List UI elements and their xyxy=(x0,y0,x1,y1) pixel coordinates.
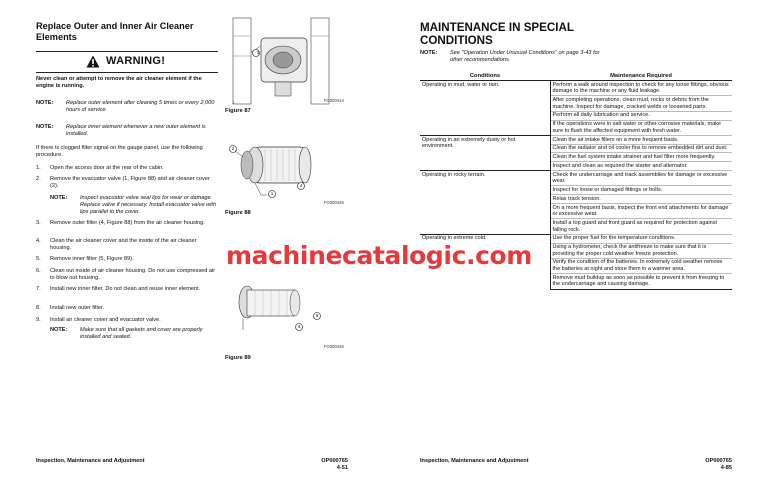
step-text: Open the access door at the rear of the cabin. xyxy=(50,165,164,171)
figure-id: FG000414 xyxy=(324,98,344,103)
step-text: Install new inner filter. Do not clean and reuse inner element. xyxy=(50,286,201,292)
table-row xyxy=(420,171,732,186)
table-row xyxy=(420,135,732,144)
warning-icon xyxy=(86,55,100,68)
section-title: Replace Outer and Inner Air Cleaner Elements xyxy=(36,21,194,42)
requirement-cell: Install a top guard and front guard as required for protection against falling rock. xyxy=(550,219,732,234)
step-number: 3. xyxy=(36,220,41,226)
intro-text: If there is clogged filter signal on the gauge panel, use the following procedure. xyxy=(36,145,203,158)
figure-87-illustration: ⊥ xyxy=(225,16,335,111)
column-header: Conditions xyxy=(420,72,550,81)
step-text: Remove inner filter (5, Figure 89). xyxy=(50,256,134,262)
note-label: NOTE: xyxy=(50,195,68,201)
step-number: 9. xyxy=(36,317,41,323)
footer-section: Inspection, Maintenance and Adjustment xyxy=(36,458,145,464)
step-text: Clean the air cleaner cover and the inside of the air cleaner housing. xyxy=(50,238,197,251)
condition-cell: Operating in rocky terrain. xyxy=(420,171,550,235)
callout-number: 3 xyxy=(256,50,260,55)
footer-code: OP000765 xyxy=(705,458,732,464)
requirement-cell: Use the proper fuel for the temperature conditions. xyxy=(550,234,732,243)
footer-code: OP000765 xyxy=(321,458,348,464)
figure-caption: Figure 87 xyxy=(225,108,251,114)
warning-label: WARNING! xyxy=(106,55,166,67)
warning-text: Never clean or attempt to remove the air cleaner element if the engine is running. xyxy=(36,76,202,89)
footer-page-number: 4-51 xyxy=(336,465,348,471)
condition-cell: Operating in mud, water or rain. xyxy=(420,81,550,136)
condition-cell: Operating in extreme cold. xyxy=(420,234,550,289)
requirement-cell: Perform all daily lubrication and service. xyxy=(550,111,732,120)
figure-id: FG000425 xyxy=(324,200,344,205)
figure-caption: Figure 89 xyxy=(225,355,251,361)
figure-caption: Figure 88 xyxy=(225,210,251,216)
step-text: Install air cleaner cover and evacuator valve. xyxy=(50,317,161,323)
step-number: 1. xyxy=(36,165,41,171)
note-text: Replace outer element after cleaning 5 times or every 2,000 hours of service. xyxy=(66,100,215,113)
watermark-text: machinecatalogic.com xyxy=(226,241,532,270)
footer-page-number: 4-85 xyxy=(720,465,732,471)
requirement-cell: Using a hydrometer, check the antifreeze to make sure that it is providing the proper cold weather freeze protection. xyxy=(550,243,732,258)
requirement-cell: Inspect and clean as required the starter and alternator. xyxy=(550,162,732,171)
footer-section: Inspection, Maintenance and Adjustment xyxy=(420,458,529,464)
callout-number: 5 xyxy=(315,313,319,318)
step-number: 8. xyxy=(36,305,41,311)
note-text: Make sure that all gaskets and cover are properly installed and seated. xyxy=(80,327,203,340)
table-header-row xyxy=(420,72,732,81)
step-number: 4. xyxy=(36,238,41,244)
step-text: Remove outer filter (4, Figure 88) from the air cleaner housing. xyxy=(50,220,205,226)
requirement-cell: On a more frequent basis, inspect the front end attachments for damage or excessive wear. xyxy=(550,203,732,218)
column-header: Maintenance Required xyxy=(550,72,732,81)
requirement-cell: Remove mud buildup as soon as possible to prevent it from freezing to the undercarriage and causing damage. xyxy=(550,274,732,289)
figure-88-illustration xyxy=(225,137,335,207)
step-number: 6. xyxy=(36,268,41,274)
note-text: Inspect evacuator valve seal lips for wear or damage. Replace valve if necessary. Install evacuator valve with lips parallel to the cover. xyxy=(80,195,217,215)
step-number: 2. xyxy=(36,176,41,182)
step-number: 5. xyxy=(36,256,41,262)
requirement-cell: After completing operations, clean mud, rocks or debris from the machine. Inspect for damage, cracked welds or loosened parts. xyxy=(550,96,732,111)
figure-id: FG000426 xyxy=(324,344,344,349)
step-text: Clean out inside of air cleaner housing. Do not use compressed air to blow out housing. xyxy=(50,268,216,281)
callout-number: 2 xyxy=(231,146,235,151)
table-row xyxy=(420,81,732,96)
requirement-cell: Clean the air intake filters on a more frequent basis. xyxy=(550,135,732,144)
note-text: See "Operation Under Unusual Conditions" on page 3-43 for other recommendations. xyxy=(450,50,600,63)
callout-number: 4 xyxy=(299,183,303,188)
requirement-cell: Verify the condition of the batteries. In extremely cold weather remove the batteries at night and store them in a warmer area. xyxy=(550,258,732,273)
step-text: Install new outer filter. xyxy=(50,305,105,311)
requirement-cell: Clean the fuel system intake strainer and fuel filter more frequently. xyxy=(550,153,732,162)
requirement-cell: Perform a walk around inspection to check for any loose fittings, obvious damage to the machine or any fluid leakage. xyxy=(550,81,732,96)
note-text: Replace inner element whenever a new outer element is installed. xyxy=(66,124,206,137)
step-number: 7. xyxy=(36,286,41,292)
note-label: NOTE: xyxy=(420,50,438,56)
note-label: NOTE: xyxy=(36,100,54,106)
requirement-cell: Relax track tension. xyxy=(550,195,732,204)
requirement-cell: Inspect for loose or damaged fittings or bolts. xyxy=(550,186,732,195)
requirement-cell: If the operations were in salt water or other corrosive materials, make sure to flush the affected equipment with fresh water. xyxy=(550,120,732,135)
condition-cell: Operating in an extremely dusty or hot environment. xyxy=(420,135,550,170)
step-text: Remove the evacuator valve (1, Figure 88) and air cleaner cover (2). xyxy=(50,176,210,189)
section-title: MAINTENANCE IN SPECIAL CONDITIONS xyxy=(420,21,574,47)
callout-number: 1 xyxy=(270,191,274,196)
figure-89-illustration xyxy=(225,272,335,342)
note-label: NOTE: xyxy=(50,327,68,333)
requirement-cell: Check the undercarriage and track assemblies for damage or excessive wear. xyxy=(550,171,732,186)
warning-box xyxy=(36,51,218,73)
callout-number: 4 xyxy=(297,324,301,329)
note-label: NOTE: xyxy=(36,124,54,130)
requirement-cell: Clean the radiator and oil cooler fins to remove embedded dirt and dust. xyxy=(550,144,732,153)
